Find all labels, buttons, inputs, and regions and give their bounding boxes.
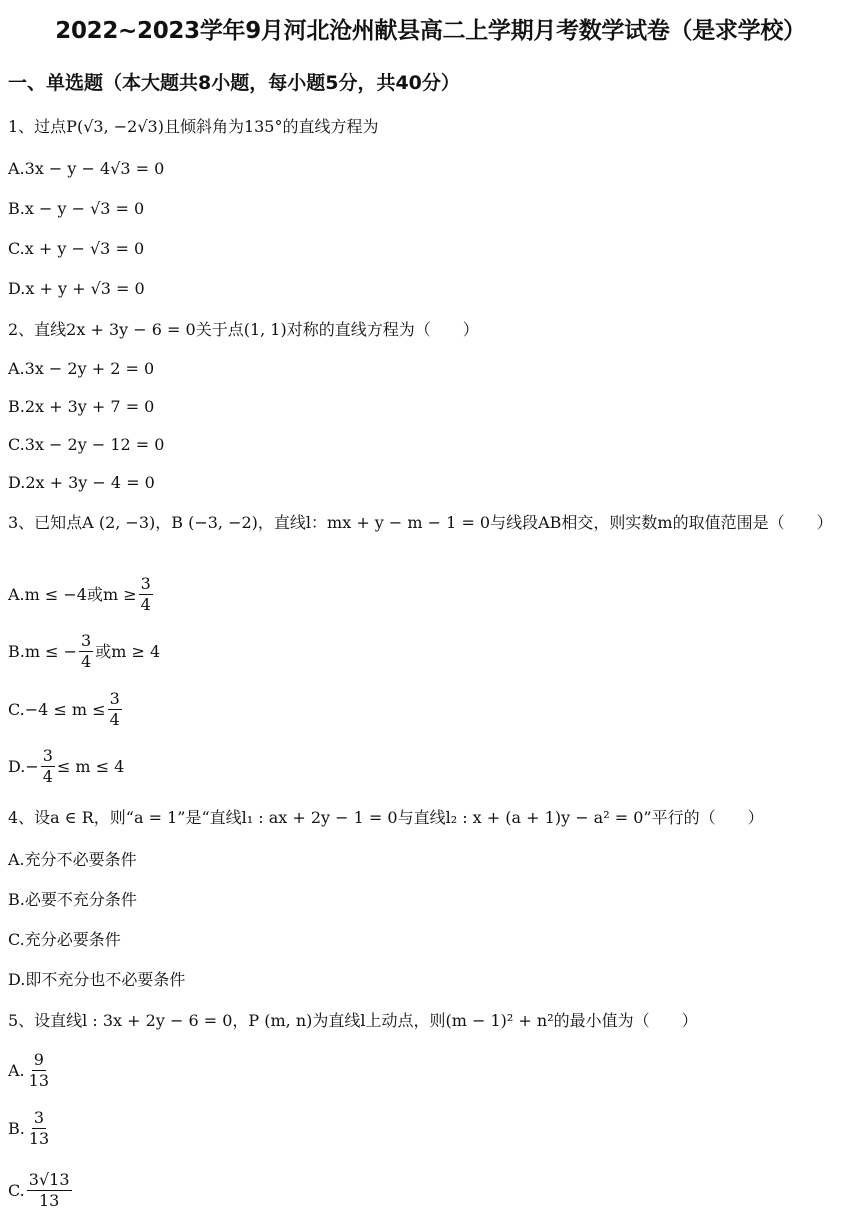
option-prefix: B. [8, 1118, 25, 1138]
fraction-denominator: 4 [42, 767, 53, 786]
fraction-numerator: 3 [33, 1108, 45, 1127]
option-prefix: D. [8, 970, 26, 989]
question-3-stem: 3、已知点A (2, −3)，B (−3, −2)，直线l：mx + y − m − 1 = 0与线段AB相交，则实数m的取值范围是（ ） [8, 513, 833, 532]
option-text: 2x + 3y + 7 = 0 [24, 397, 155, 416]
question-3-option-d[interactable] [8, 746, 124, 787]
option-prefix: C. [8, 930, 25, 949]
fraction-numerator: 3 [42, 746, 53, 765]
option-after: 或m ≥ 4 [95, 641, 161, 661]
fraction [79, 631, 93, 672]
option-text: x + y − √3 = 0 [24, 239, 145, 258]
question-3-option-b[interactable] [8, 631, 160, 672]
option-prefix: C. [8, 435, 25, 454]
fraction [27, 1050, 51, 1091]
fraction-numerator: 3 [81, 631, 92, 650]
option-text: 3x − 2y + 2 = 0 [24, 359, 155, 378]
fraction-numerator: 3 [109, 689, 120, 708]
question-5-option-a[interactable] [8, 1050, 53, 1091]
option-before: m ≤ − [24, 641, 77, 661]
fraction-numerator: 3 [140, 574, 151, 593]
option-prefix: A. [8, 850, 25, 869]
option-text: 充分必要条件 [24, 930, 121, 949]
option-text: 即不充分也不必要条件 [25, 970, 186, 989]
option-text: 必要不充分条件 [24, 890, 137, 909]
option-prefix: A. [8, 1060, 25, 1080]
question-4-stem: 4、设a ∈ R，则“a = 1”是“直线l₁ : ax + 2y − 1 = 0与直线l₂ : x + (a + 1)y − a² = 0”平行的（ ） [8, 808, 764, 827]
option-text: 3x − 2y − 12 = 0 [24, 435, 165, 454]
question-1-option-a[interactable] [8, 159, 164, 179]
option-prefix: A. [8, 359, 25, 378]
question-1-option-c[interactable] [8, 239, 144, 259]
question-5-option-b[interactable] [8, 1108, 53, 1149]
option-prefix: A. [8, 159, 25, 178]
option-text: 充分不必要条件 [24, 850, 137, 869]
question-2-option-c[interactable] [8, 435, 164, 455]
section-heading: 一、单选题（本大题共8小题，每小题5分，共40分） [8, 72, 460, 94]
question-4-option-c[interactable] [8, 930, 121, 950]
question-2-option-a[interactable] [8, 359, 154, 379]
fraction-denominator: 13 [28, 1071, 49, 1090]
option-prefix: B. [8, 890, 25, 909]
option-after: ≤ m ≤ 4 [56, 756, 125, 776]
option-before: m ≤ −4或m ≥ [24, 584, 137, 604]
question-2-option-b[interactable] [8, 397, 154, 417]
option-prefix: C. [8, 1180, 25, 1200]
fraction [108, 689, 122, 730]
fraction-denominator: 4 [81, 652, 92, 671]
fraction-denominator: 4 [109, 710, 120, 729]
question-1-stem: 1、过点P(√3, −2√3)且倾斜角为135°的直线方程为 [8, 117, 379, 136]
question-1-option-b[interactable] [8, 199, 144, 219]
option-text: 3x − y − 4√3 = 0 [24, 159, 165, 178]
question-5-stem: 5、设直线l : 3x + 2y − 6 = 0，P (m, n)为直线l上动点，则(m − 1)² + n²的最小值为（ ） [8, 1011, 698, 1030]
fraction [139, 574, 153, 615]
fraction-denominator: 13 [38, 1191, 60, 1210]
fraction [27, 1108, 51, 1149]
option-prefix: A. [8, 584, 25, 604]
option-before: −4 ≤ m ≤ [24, 699, 106, 719]
fraction-numerator: 9 [33, 1050, 44, 1069]
question-2-option-d[interactable] [8, 473, 155, 493]
question-2-stem: 2、直线2x + 3y − 6 = 0关于点(1, 1)对称的直线方程为（ ） [8, 320, 479, 339]
fraction-denominator: 13 [28, 1129, 50, 1148]
fraction [27, 1170, 72, 1211]
fraction-numerator: 3√13 [28, 1170, 70, 1189]
option-prefix: C. [8, 699, 25, 719]
option-text: 2x + 3y − 4 = 0 [25, 473, 155, 492]
option-prefix: D. [8, 756, 26, 776]
fraction [41, 746, 55, 787]
option-prefix: D. [8, 279, 26, 298]
option-prefix: B. [8, 199, 25, 218]
option-prefix: D. [8, 473, 26, 492]
question-3-option-c[interactable] [8, 689, 124, 730]
option-text: x − y − √3 = 0 [24, 199, 145, 218]
page-title: 2022~2023学年9月河北沧州献县高二上学期月考数学试卷（是求学校） [55, 18, 806, 44]
option-prefix: B. [8, 397, 25, 416]
question-4-option-d[interactable] [8, 970, 185, 990]
option-prefix: B. [8, 641, 25, 661]
option-prefix: C. [8, 239, 25, 258]
question-1-option-d[interactable] [8, 279, 145, 299]
question-4-option-a[interactable] [8, 850, 137, 870]
fraction-denominator: 4 [140, 595, 151, 614]
option-before: − [25, 756, 39, 776]
option-text: x + y + √3 = 0 [25, 279, 145, 298]
question-5-option-c[interactable] [8, 1170, 74, 1211]
question-3-option-a[interactable] [8, 574, 155, 615]
question-4-option-b[interactable] [8, 890, 137, 910]
